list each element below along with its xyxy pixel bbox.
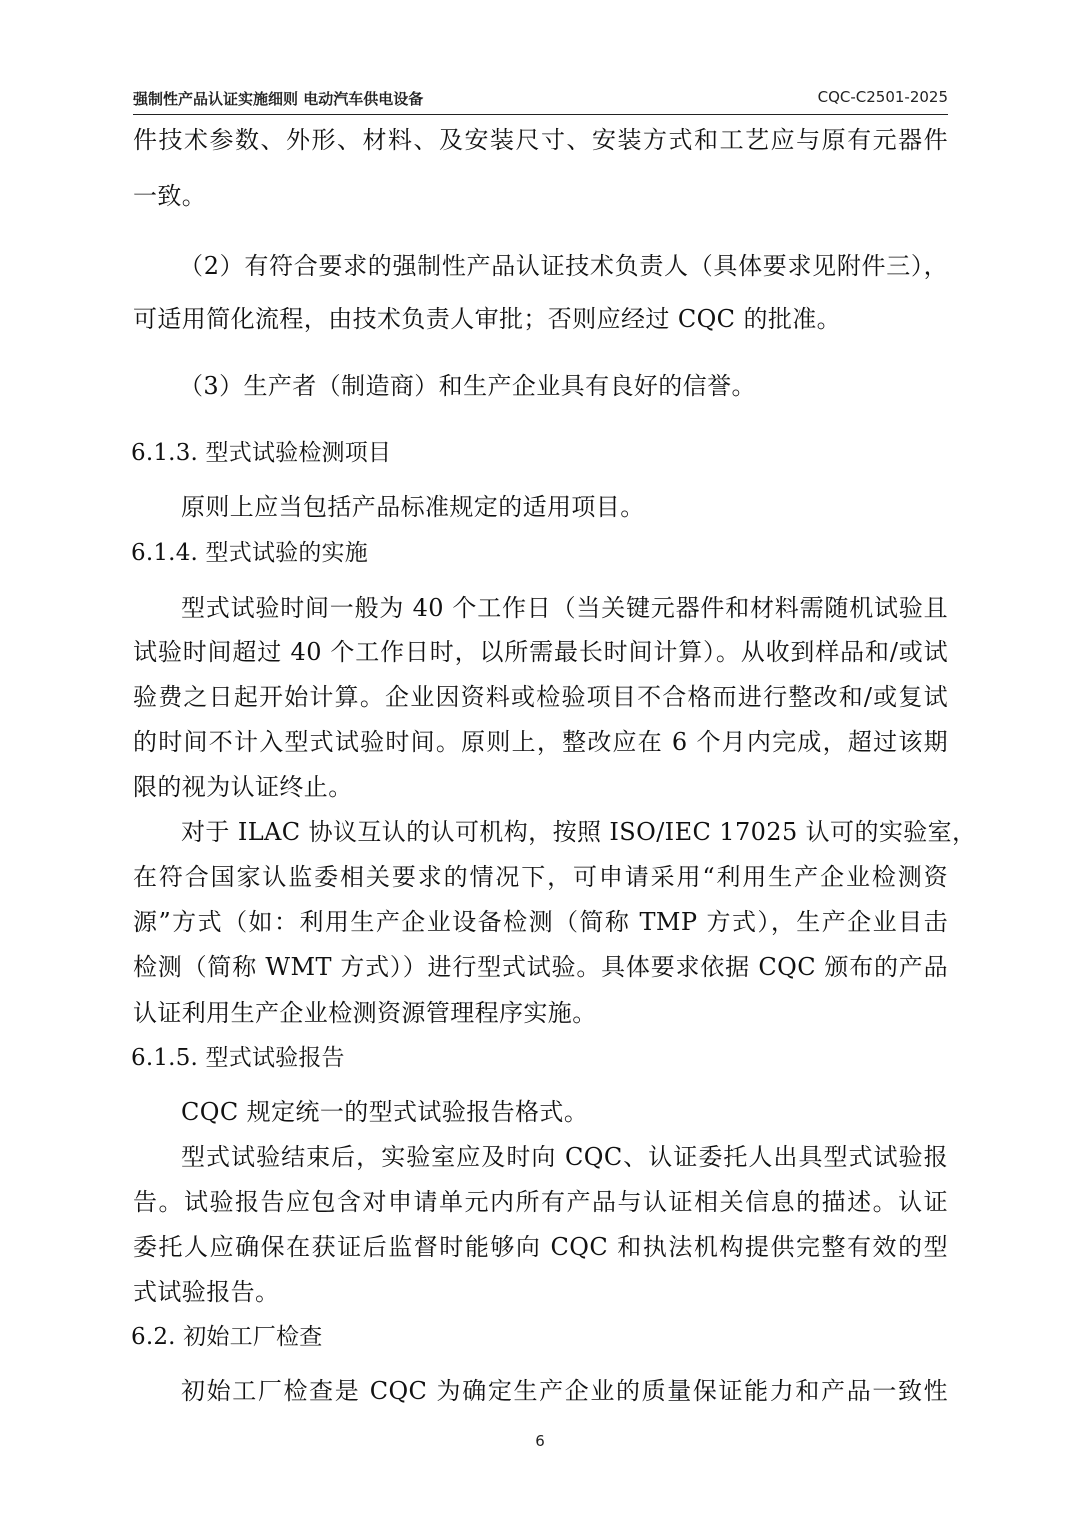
paragraph-line: 式试验报告。 [133, 1278, 280, 1306]
paragraph-line: 认证利用生产企业检测资源管理程序实施。 [133, 999, 597, 1027]
paragraph-line: 可适用简化流程，由技术负责人审批；否则应经过 CQC 的批准。 [133, 305, 842, 333]
section-heading-6-1-4: 6.1.4. 型式试验的实施 [131, 540, 368, 566]
section-heading-6-2: 6.2. 初始工厂检查 [131, 1324, 323, 1350]
paragraph-line: 对于 ILAC 协议互认的认可机构，按照 ISO/IEC 17025 认可的实验室， [181, 818, 977, 846]
paragraph-line: 件技术参数、外形、材料、及安装尺寸、安装方式和工艺应与原有元器件 [133, 126, 948, 154]
paragraph-line: 型式试验结束后，实验室应及时向 CQC、认证委托人出具型式试验报 [181, 1143, 948, 1171]
paragraph-line: （3）生产者（制造商）和生产企业具有良好的信誉。 [179, 372, 756, 400]
paragraph-line: 型式试验时间一般为 40 个工作日（当关键元器件和材料需随机试验且 [181, 594, 948, 622]
paragraph-line: 检测（简称 WMT 方式））进行型式试验。具体要求依据 CQC 颁布的产品 [133, 953, 948, 981]
paragraph-line: 委托人应确保在获证后监督时能够向 CQC 和执法机构提供完整有效的型 [133, 1233, 948, 1261]
paragraph-line: 在符合国家认监委相关要求的情况下，可申请采用“利用生产企业检测资 [133, 863, 948, 891]
paragraph-line: 限的视为认证终止。 [133, 773, 353, 801]
paragraph-line: （2）有符合要求的强制性产品认证技术负责人（具体要求见附件三）， [179, 252, 948, 280]
section-heading-6-1-5: 6.1.5. 型式试验报告 [131, 1045, 345, 1071]
paragraph-line: 的时间不计入型式试验时间。原则上，整改应在 6 个月内完成，超过该期 [133, 728, 948, 756]
paragraph-line: 源”方式（如：利用生产企业设备检测（简称 TMP 方式），生产企业目击 [133, 908, 948, 936]
header-document-title: 强制性产品认证实施细则 电动汽车供电设备 [133, 90, 424, 108]
page-header [133, 84, 948, 115]
header-document-code: CQC-C2501-2025 [817, 88, 948, 106]
paragraph-line: 告。试验报告应包含对申请单元内所有产品与认证相关信息的描述。认证 [133, 1188, 948, 1216]
paragraph-line: CQC 规定统一的型式试验报告格式。 [181, 1098, 589, 1126]
section-heading-6-1-3: 6.1.3. 型式试验检测项目 [131, 440, 392, 466]
paragraph-line: 原则上应当包括产品标准规定的适用项目。 [181, 493, 645, 521]
paragraph-line: 初始工厂检查是 CQC 为确定生产企业的质量保证能力和产品一致性 [181, 1377, 948, 1405]
page-number: 6 [535, 1432, 545, 1450]
paragraph-line: 试验时间超过 40 个工作日时，以所需最长时间计算）。从收到样品和/或试 [133, 638, 948, 666]
paragraph-line: 一致。 [133, 182, 207, 210]
paragraph-line: 验费之日起开始计算。企业因资料或检验项目不合格而进行整改和/或复试 [133, 683, 948, 711]
